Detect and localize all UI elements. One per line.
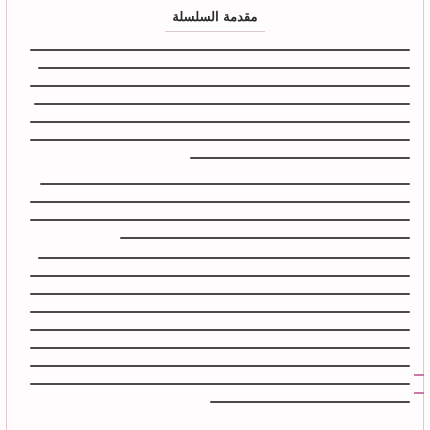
text-line — [30, 116, 410, 130]
text-line — [30, 252, 410, 266]
text-line — [30, 270, 410, 284]
text-line — [30, 44, 410, 58]
text-line — [30, 152, 410, 166]
paragraph-2 — [30, 178, 410, 250]
margin-accent-mark — [414, 374, 424, 376]
text-line — [30, 134, 410, 148]
text-line — [30, 342, 410, 356]
title-divider — [165, 31, 265, 32]
text-line — [30, 214, 410, 228]
page-title: مقدمة السلسلة — [172, 10, 258, 25]
text-line — [30, 324, 410, 338]
text-line — [30, 360, 410, 374]
right-margin-rule — [423, 0, 424, 430]
margin-accent-mark — [414, 392, 424, 394]
text-line — [30, 98, 410, 112]
text-line — [30, 378, 410, 392]
text-line — [30, 288, 410, 302]
paragraph-3 — [30, 252, 410, 414]
text-line — [30, 306, 410, 320]
text-line — [30, 62, 410, 76]
text-line — [30, 396, 410, 410]
text-line — [30, 196, 410, 210]
text-line — [30, 232, 410, 246]
text-line — [30, 80, 410, 94]
paragraph-1 — [30, 44, 410, 170]
text-line — [30, 178, 410, 192]
left-margin-rule — [6, 0, 7, 430]
